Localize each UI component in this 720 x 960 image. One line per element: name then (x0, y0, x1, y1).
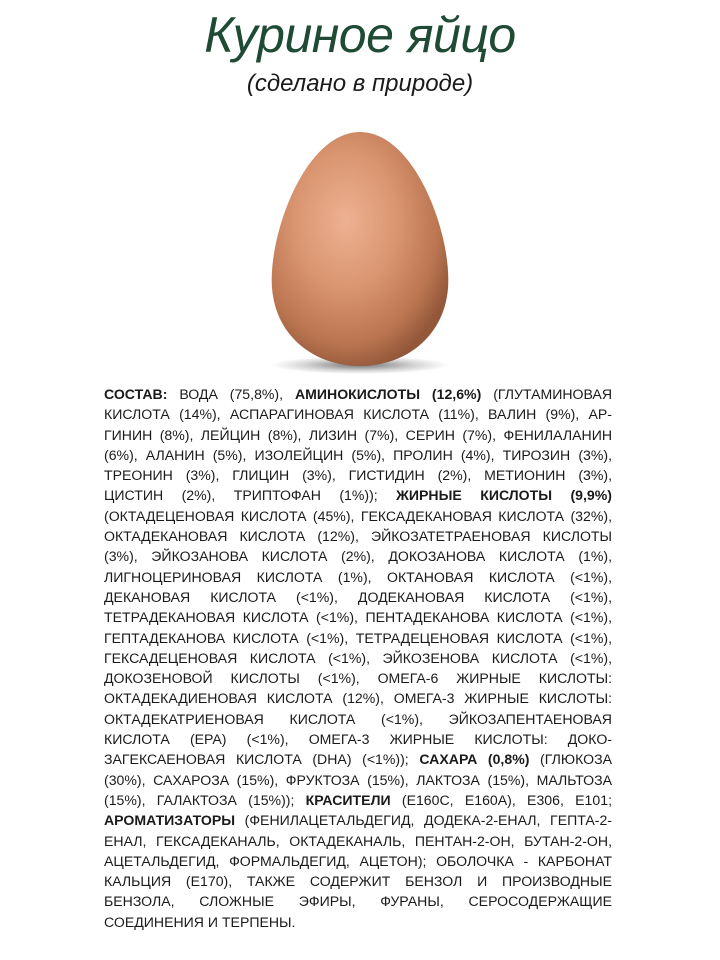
page-title: Куриное яйцо (204, 7, 516, 63)
composition-heading: АМИНОКИСЛОТЫ (12,6%) (294, 386, 482, 402)
composition-text (104, 384, 612, 932)
composition-segment: (ГЛУТАМИНОВАЯ КИСЛОТА (14%), АСПАРАГИНОВАЯ КИСЛОТА (11%), ВАЛИН (9%), АРГИНИН (8%), ЛЕЙЦИН (8%), ЛИЗИН (7%), СЕРИН (7%), ФЕНИЛАЛАНИН (6%), АЛАНИН (5%), ИЗОЛЕЙЦИН (5%), ПРОЛИН (4%), ТИРОЗИН (3%), ТРЕОНИН (3%), ГЛИЦИН (3%), ГИСТИДИН (2%), МЕТИОНИН (3%), ЦИСТИН (2%), ТРИПТОФАН (1%)); (104, 386, 613, 504)
composition-segment: (E160C, E160A), E306, E101; (390, 791, 612, 808)
page-subtitle: (сделано в природе) (246, 70, 474, 97)
egg-illustration (250, 110, 470, 380)
composition-segment: (ФЕНИЛАЦЕТАЛЬДЕГИД, ДОДЕКА-2-ЕНАЛ, ГЕПТА-2-ЕНАЛ, ГЕКСАДЕКАНАЛЬ, ОКТАДЕКАНАЛЬ, ПЕНТАН-2-ОН, БУТАН-2-ОН, АЦЕТАЛЬДЕГИД, ФОРМАЛЬДЕГИД, АЦЕТОН); ОБОЛОЧКА - КАРБОНАТ КАЛЬЦИЯ (E170), ТАКЖЕ СОДЕРЖИТ БЕНЗОЛ И ПРОИЗВОДНЫЕ БЕНЗОЛА, СЛОЖНЫЕ ЭФИРЫ, ФУРАНЫ, СЕРОСОДЕРЖАЩИЕ СОЕДИНЕНИЯ И ТЕРПЕНЫ. (104, 812, 612, 930)
composition-heading: АРОМАТИЗАТОРЫ (104, 812, 236, 829)
composition-heading: ЖИРНЫЕ КИСЛОТЫ (9,9%) (396, 487, 612, 504)
composition-heading: КРАСИТЕЛИ (305, 791, 391, 808)
composition-segment: (ГЛЮКОЗА (30%), САХАРОЗА (15%), ФРУКТОЗА (15%), ЛАКТОЗА (15%), МАЛЬТОЗА (15%), ГАЛАКТОЗА (15%)); (104, 751, 612, 808)
composition-segment: ВОДА (75,8%), (167, 386, 295, 402)
composition-heading: СОСТАВ: (104, 386, 168, 402)
composition-segment: (ОКТАДЕЦЕНОВАЯ КИСЛОТА (45%), ГЕКСАДЕКАНОВАЯ КИСЛОТА (32%), ОКТАДЕКАНОВАЯ КИСЛОТА (12%), ЭЙКОЗАТЕТРАЕНОВАЯ КИСЛОТЫ (3%), ЭЙКОЗАНОВА КИСЛОТА (2%), ДОКОЗАНОВА КИСЛОТА (1%), ЛИГНОЦЕРИНОВАЯ КИСЛОТА (1%), ОКТАНОВАЯ КИСЛОТА (<1%), ДЕКАНОВАЯ КИСЛОТА (<1%), ДОДЕКАНОВАЯ КИСЛОТА (<1%), ТЕТРАДЕКАНОВАЯ КИСЛОТА (<1%), ПЕНТАДЕКАНОВА КИСЛОТА (<1%), ГЕПТАДЕКАНОВА КИСЛОТА (<1%), ТЕТРАДЕЦЕНОВАЯ КИСЛОТА (<1%), ГЕКСАДЕЦЕНОВАЯ КИСЛОТА (<1%), ЭЙКОЗЕНОВА КИСЛОТА (<1%), ДОКОЗЕНОВОЙ КИСЛОТЫ (<1%), ОМЕГА-6 ЖИРНЫЕ КИСЛОТЫ: ОКТАДЕКАДИЕНОВАЯ КИСЛОТА (12%), ОМЕГА-3 ЖИРНЫЕ КИСЛОТЫ: ОКТАДЕКАТРИЕНОВАЯ КИСЛОТА (<1%), ЭЙКОЗАПЕНТАЕНОВАЯ КИСЛОТА (EPA) (<1%), ОМЕГА-3 ЖИРНЫЕ КИСЛОТЫ: ДОКОЗАГЕКСАЕНОВАЯ КИСЛОТА (DHA) (<1%)); (104, 507, 612, 768)
composition-heading: САХАРА (0,8%) (419, 751, 530, 768)
